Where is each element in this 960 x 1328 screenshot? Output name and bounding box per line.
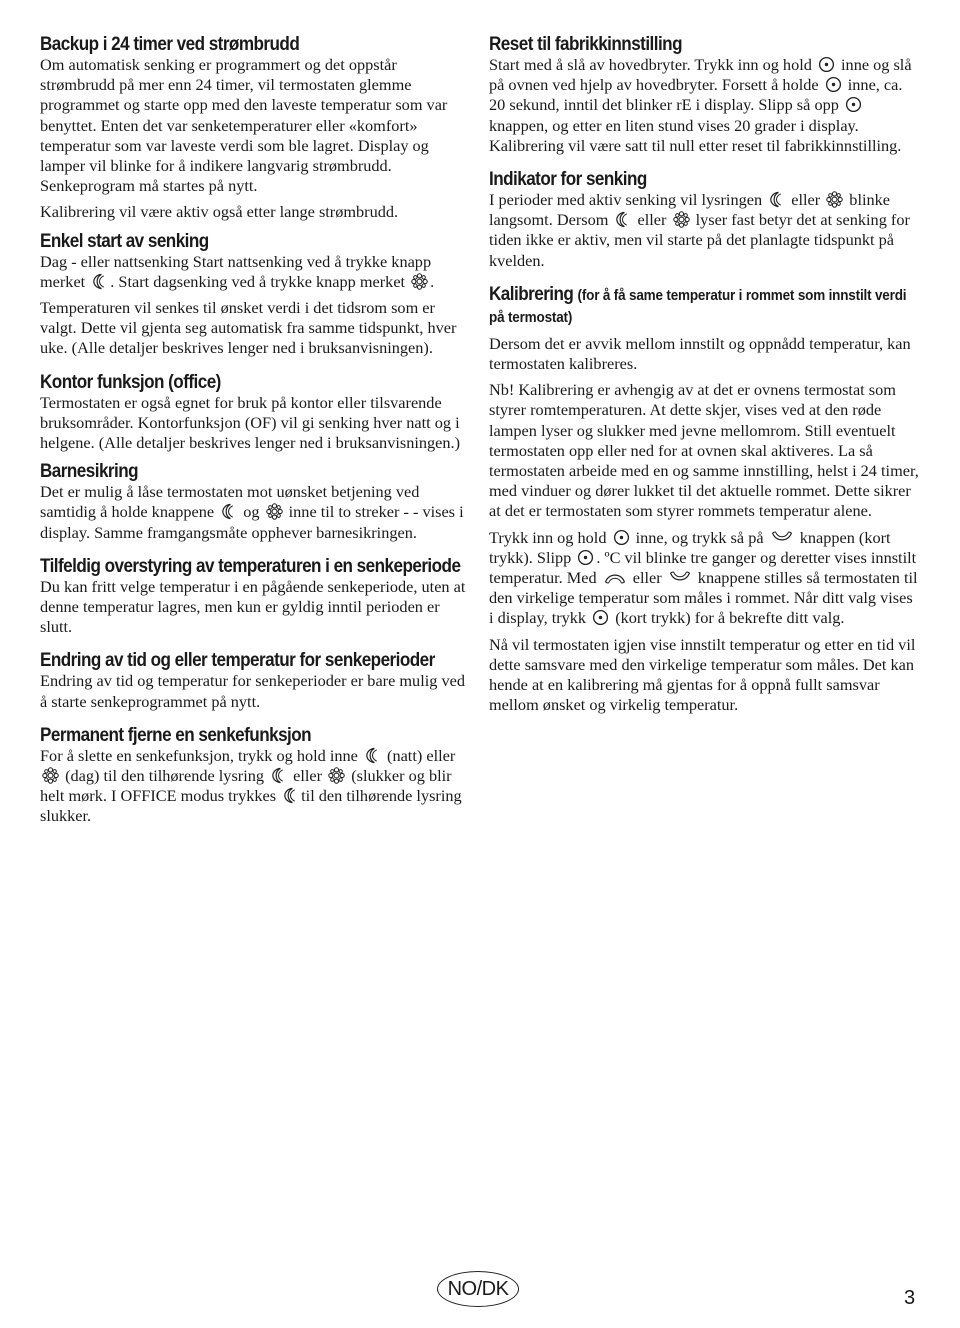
section-kalibrering <box>489 284 921 716</box>
section-tilfeldig <box>40 556 472 638</box>
paragraph: Dersom det er avvik mellom innstilt og oppnådd temperatur, kan termostaten kalibreres. <box>489 333 911 374</box>
set-button-icon <box>845 96 862 113</box>
paragraph: I perioder med aktiv senking vil lysringen eller blinke langsomt. Dersom eller lyser fast betyr det at senking for tiden ikke er aktiv, men vil starte på det planlagte tidspunkt på kvelden. <box>489 190 910 270</box>
set-button-icon <box>613 529 630 546</box>
paragraph: Trykk inn og hold inne, og trykk så på knappen (kort trykk). Slipp . ºC vil blinke tre ganger og deretter vises innstilt temperatur. Med eller knappene stilles så termostaten til den virkelige temperatur som måles i rommet. Når ditt valg vises i display, trykk (kort trykk) for å bekrefte ditt valg. <box>489 527 918 628</box>
section-indikator <box>489 169 921 271</box>
moon-icon <box>270 767 287 784</box>
right-column <box>489 34 921 728</box>
section-permanent <box>40 725 472 827</box>
section-backup <box>40 34 472 223</box>
paragraph: For å slette en senkefunksjon, trykk og hold inne (natt) eller (dag) til den tilhørende lysring eller (slukker og blir helt mørk. I OFFICE modus trykkes til den tilhørende lysring slukker. <box>40 745 462 826</box>
arc-down-icon <box>668 569 692 586</box>
sun-icon <box>411 273 428 290</box>
section-enkel-start <box>40 231 472 359</box>
moon-icon <box>91 273 108 290</box>
section-title: Barnesikring <box>40 461 139 483</box>
set-button-icon <box>825 76 842 93</box>
paragraph: Termostaten er også egnet for bruk på kontor eller tilsvarende bruksområder. Kontorfunksjon (OF) vil gi senking hver natt og i helgene. (Alle detaljer beskrives lenger ned i bruksanvisningen.) <box>40 392 461 453</box>
section-title: Kalibrering (for å få same temperatur i rommet som innstilt verdi på termostat) <box>489 283 907 326</box>
sun-icon <box>328 767 345 784</box>
paragraph: Dag - eller nattsenking Start nattsenking ved å trykke knapp merket . Start dagsenking ved å trykke knapp merket . <box>40 251 435 291</box>
paragraph: Det er mulig å låse termostaten mot uønsket betjening ved samtidig å holde knappene og inne til to streker - - vises i display. Samme framgangsmåte opphever barnesikringen. <box>40 482 464 542</box>
moon-icon <box>220 503 237 520</box>
section-title: Permanent fjerne en senkefunksjon <box>40 724 312 746</box>
section-endring <box>40 650 472 711</box>
moon-icon <box>364 747 381 764</box>
moon-icon <box>768 191 785 208</box>
set-button-icon <box>577 549 594 566</box>
section-title: Kontor funksjon (office) <box>40 371 221 393</box>
section-kontor <box>40 372 472 454</box>
left-column <box>40 34 472 840</box>
sun-icon <box>673 211 690 228</box>
paragraph: Temperaturen vil senkes til ønsket verdi i det tidsrom som er valgt. Dette vil gjenta seg automatisk fra samme tidspunkt, hver uke. (Alle detaljer beskrives lenger ned i bruksanvisningen). <box>40 298 457 358</box>
section-title: Enkel start av senking <box>40 230 209 252</box>
section-subtitle: (for å få same temperatur i rommet som innstilt verdi på termostat) <box>489 286 907 326</box>
moon-icon <box>614 211 631 228</box>
paragraph: Endring av tid og temperatur for senkeperioder er bare mulig ved å starte senkeprogrammet på nytt. <box>40 671 465 711</box>
section-title: Tilfeldig overstyring av temperaturen i en senkeperiode <box>40 555 461 577</box>
paragraph: Du kan fritt velge temperatur i en pågående senkeperiode, uten at denne temperatur lagres, men kun er gyldig inntil perioden er slutt. <box>40 576 466 637</box>
paragraph: Kalibrering vil være aktiv også etter lange strømbrudd. <box>40 202 399 222</box>
moon-icon <box>282 787 299 804</box>
section-title: Endring av tid og eller temperatur for senkeperioder <box>40 650 435 672</box>
set-button-icon <box>818 56 835 73</box>
page-number: 3 <box>904 1287 916 1309</box>
section-title: Indikator for senking <box>489 169 647 191</box>
section-title: Reset til fabrikkinnstilling <box>489 34 682 55</box>
arc-up-icon <box>603 569 627 586</box>
sun-icon <box>42 767 59 784</box>
paragraph: Nå vil termostaten igjen vise innstilt temperatur og etter en tid vil dette samsvare med den virkelige temperatur som måles. Det kan hende at en kalibrering må gjentas for å oppnå fullt samsvar mellom ønsket og virkelig temperatur. <box>489 634 916 715</box>
section-barnesikring <box>40 461 472 543</box>
paragraph: Om automatisk senking er programmert og det oppstår strømbrudd på mer enn 24 timer, vil termostaten glemme programmet og starte opp med den laveste temperatur som var benyttet. Enten det var senketemperaturer eller «komfort» temperatur som var laveste verdi som ble lagret. Display og lamper vil blinke for å indikere langvarig strømbrudd. Senkeprogram må startes på nytt. <box>40 55 448 196</box>
sun-icon <box>266 503 283 520</box>
paragraph: Start med å slå av hovedbryter. Trykk inn og hold inne og slå på ovnen ved hjelp av hovedbryter. Forsett å holde inne, ca. 20 sekund, inntil det blinker rE i display. Slipp så opp knappen, og etter en liten stund vises 20 grader i display. Kalibrering vil være satt til null etter reset til fabrikkinnstilling. <box>489 55 912 155</box>
section-title: Backup i 24 timer ved strømbrudd <box>40 34 300 55</box>
set-button-icon <box>592 609 609 626</box>
paragraph: Nb! Kalibrering er avhengig av at det er ovnens termostat som styrer romtemperaturen. At dette skjer, vises ved at den røde lampen lyser og slukker med jevne mellomrom. Still eventuelt termostaten opp eller ned for at ovnen skal aktiveres. La så termostaten arbeide med en og samme innstilling, helst i 24 timer, med vinduer og dører lukket til det aktuelle rommet. Dette sikrer at det er termostaten som styrer rommets temperatur alene. <box>489 380 919 521</box>
section-reset <box>489 34 921 156</box>
language-badge: NO/DK <box>437 1271 519 1307</box>
sun-icon <box>826 191 843 208</box>
arc-down-icon <box>770 529 794 546</box>
